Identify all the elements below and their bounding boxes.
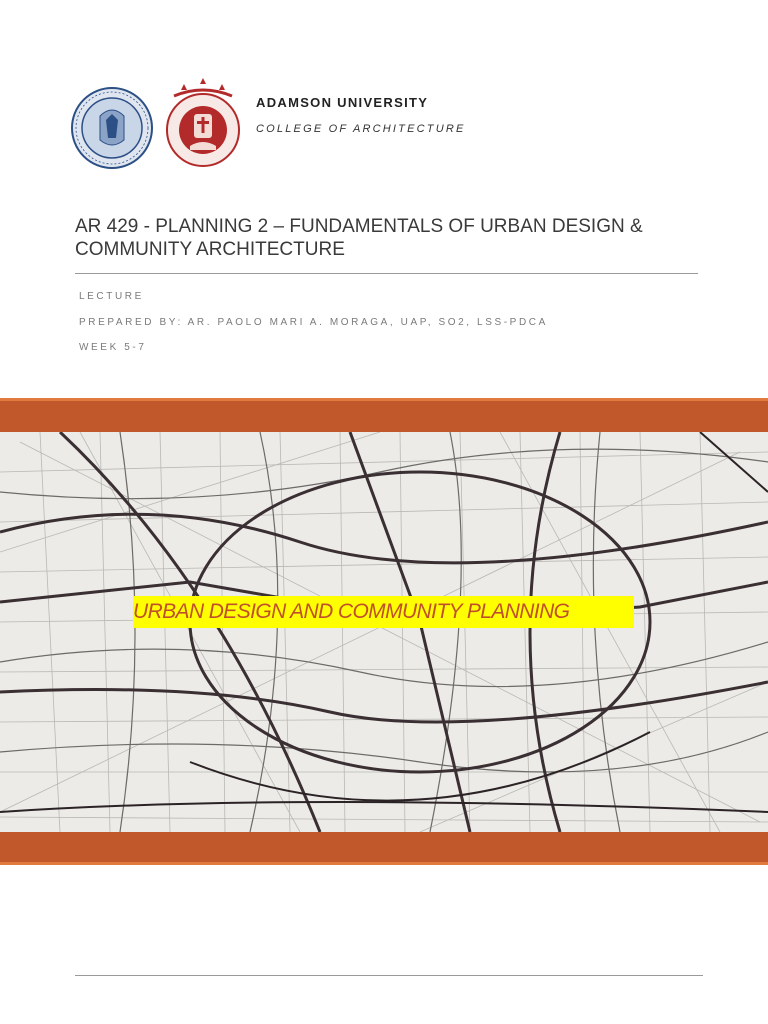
week-range: WEEK 5-7 bbox=[79, 342, 147, 353]
cover-banner-title: URBAN DESIGN AND COMMUNITY PLANNING bbox=[133, 596, 634, 628]
top-accent-band bbox=[0, 398, 768, 432]
college-name: COLLEGE OF ARCHITECTURE bbox=[256, 123, 466, 135]
adamson-university-seal bbox=[70, 86, 154, 170]
footer-divider bbox=[75, 975, 703, 976]
college-of-architecture-seal bbox=[160, 76, 246, 170]
city-road-map-image bbox=[0, 432, 768, 832]
course-title: AR 429 - PLANNING 2 – FUNDAMENTALS OF URBAN DESIGN & COMMUNITY ARCHITECTURE bbox=[75, 216, 643, 260]
bottom-accent-band bbox=[0, 832, 768, 865]
university-name: ADAMSON UNIVERSITY bbox=[256, 95, 429, 110]
title-divider bbox=[75, 273, 698, 274]
prepared-by: PREPARED BY: AR. PAOLO MARI A. MORAGA, UAP, SO2, LSS-PDCA bbox=[79, 317, 548, 328]
lecture-label: LECTURE bbox=[79, 291, 144, 302]
